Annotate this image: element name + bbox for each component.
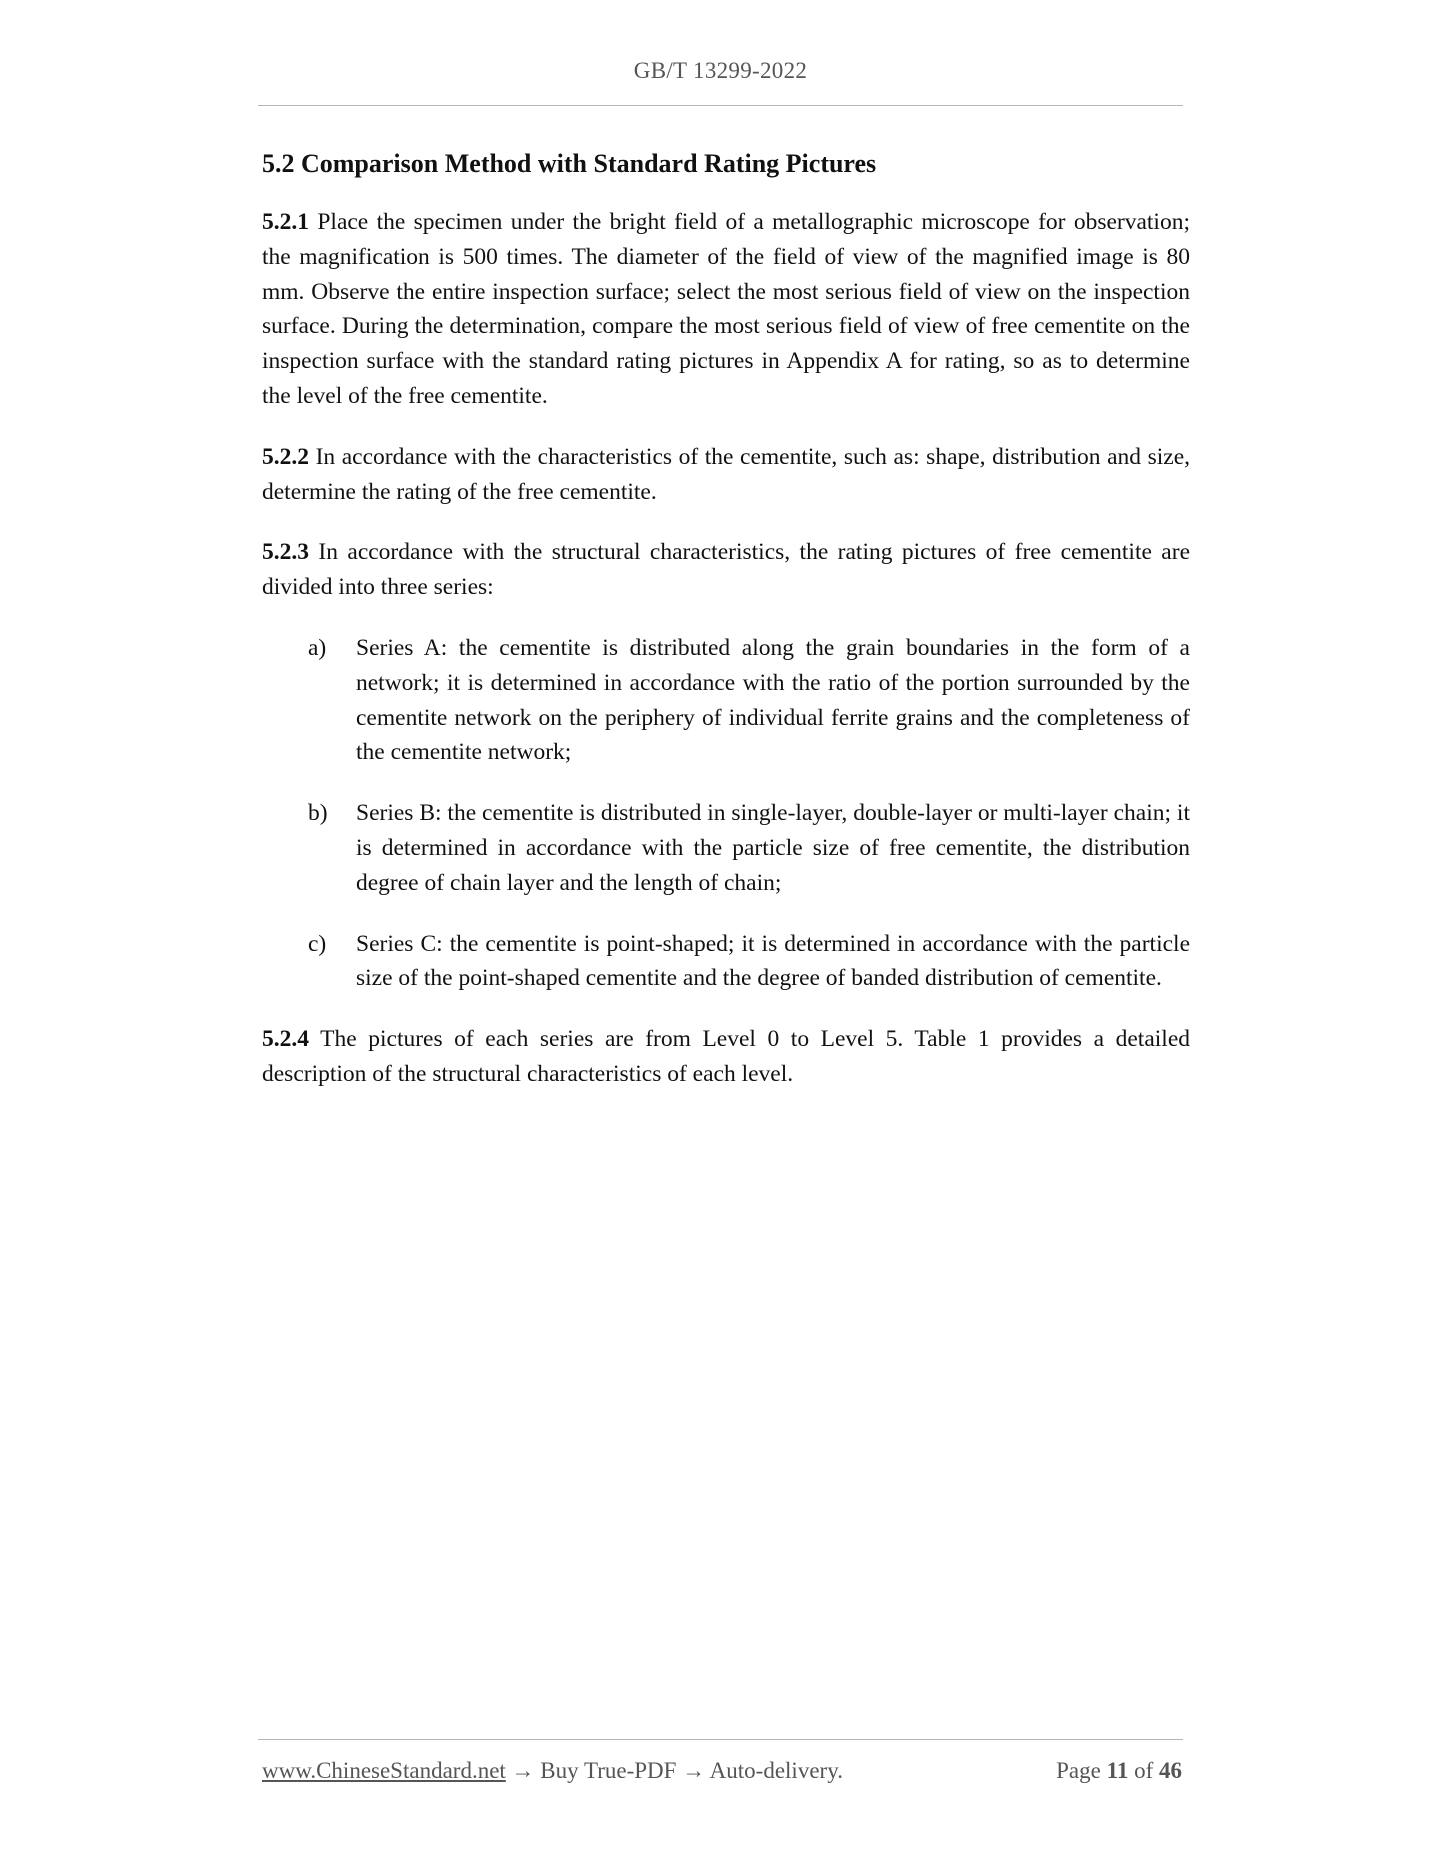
series-list	[262, 631, 1190, 996]
site-link[interactable]: www.ChineseStandard.net	[262, 1758, 506, 1783]
clause-number: 5.2.3	[262, 539, 309, 566]
running-header: GB/T 13299-2022	[633, 58, 808, 83]
paragraph-5-2-4	[262, 1022, 1190, 1092]
page-label: Page	[1056, 1758, 1101, 1783]
list-item-series-b	[262, 796, 1190, 900]
paragraph-5-2-1	[262, 205, 1190, 414]
arrow-right-icon: →	[682, 1758, 706, 1783]
list-item-series-a	[262, 631, 1190, 770]
footer-left	[262, 1758, 843, 1784]
list-marker: a)	[308, 634, 327, 661]
clause-number: 5.2.4	[262, 1026, 309, 1053]
paragraph-5-2-2	[262, 440, 1190, 510]
list-marker: b)	[308, 800, 328, 827]
list-item-series-c	[262, 927, 1190, 997]
page-footer	[262, 1758, 1182, 1784]
clause-number: 5.2.2	[262, 443, 309, 470]
delivery-text: Auto-delivery.	[709, 1758, 843, 1783]
list-marker: c)	[308, 930, 327, 957]
clause-text: In accordance with the characteristics of the cementite, such as: shape, distribution and size, determine the rating of the free cementite.	[262, 443, 1191, 505]
clause-number: 5.2.1	[262, 209, 309, 235]
list-item-text: Series C: the cementite is point-shaped; it is determined in accordance with the particle size of the point-shaped cementite and the degree of banded distribution of cementite.	[356, 930, 1190, 992]
arrow-right-icon: →	[511, 1758, 535, 1783]
clause-text: In accordance with the structural characteristics, the rating pictures of free cementite are divided into three series:	[262, 539, 1190, 601]
page-number	[1056, 1758, 1182, 1784]
list-item-text: Series A: the cementite is distributed along the grain boundaries in the form of a network; it is determined in accordance with the ratio of the portion surrounded by the cementite network on the periphery of individual ferrite grains and the completeness of the cementite network;	[356, 634, 1190, 766]
of-label: of	[1134, 1758, 1154, 1783]
paragraph-5-2-3	[262, 535, 1190, 605]
page-current: 11	[1106, 1758, 1129, 1783]
section-title: 5.2 Comparison Method with Standard Rating Pictures	[262, 149, 877, 178]
clause-text: The pictures of each series are from Level 0 to Level 5. Table 1 provides a detailed description of the structural characteristics of each level.	[262, 1026, 1190, 1087]
footer-divider	[258, 1739, 1183, 1740]
page-total: 46	[1159, 1758, 1182, 1783]
clause-text: Place the specimen under the bright field of a metallographic microscope for observation; the magnification is 500 times. The diameter of the field of view of the magnified image is 80 mm. Observe the entire inspection surface; select the most serious field of view on the inspection surface. During the determination, compare the most serious field of view of free cementite on the inspection surface with the standard rating pictures in Appendix A for rating, so as to determine the level of the free cementite.	[262, 209, 1190, 409]
buy-pdf-text: Buy True-PDF	[540, 1758, 677, 1783]
list-item-text: Series B: the cementite is distributed in single-layer, double-layer or multi-layer chain; it is determined in accordance with the particle size of free cementite, the distribution degree of chain layer and the length of chain;	[356, 800, 1190, 896]
page-content	[262, 146, 1190, 1118]
header-divider	[258, 105, 1183, 106]
